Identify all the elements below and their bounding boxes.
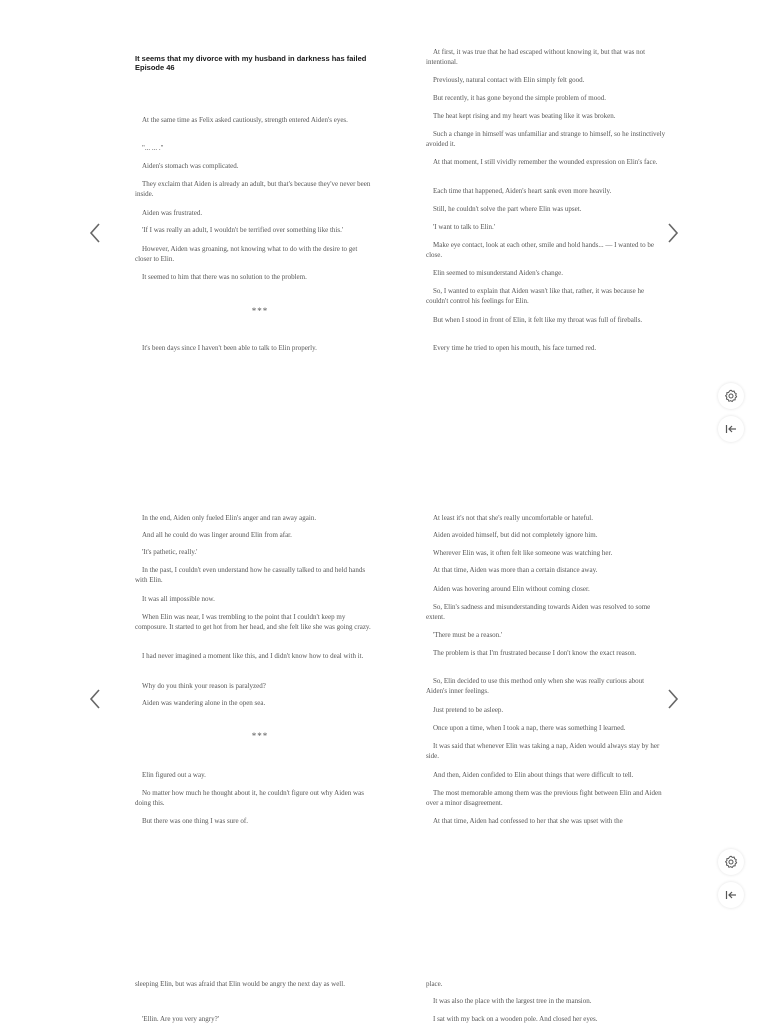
paragraph: place. (426, 980, 443, 988)
paragraph: Aiden was hovering around Elin without coming closer. (433, 585, 590, 593)
collapse-button[interactable] (718, 416, 744, 442)
paragraph: 'It's pathetic, really.' (142, 548, 198, 556)
settings-button[interactable] (718, 849, 744, 875)
page-right (426, 0, 666, 1024)
paragraph: They exclaim that Aiden is already an adult, but that's because they've never been inside. (135, 180, 371, 198)
paragraph: Aiden was wandering alone in the open sea. (142, 699, 266, 707)
paragraph: No matter how much he thought about it, he couldn't figure out why Aiden was doing this. (135, 789, 364, 807)
paragraph: But when I stood in front of Elin, it felt like my throat was full of fireballs. (433, 316, 643, 324)
chevron-left-icon (86, 221, 106, 245)
section-separator: *** (251, 306, 269, 316)
paragraph: It was said that whenever Elin was taking a nap, Aiden would always stay by her side. (426, 742, 660, 760)
paragraph: Just pretend to be asleep. (433, 706, 504, 714)
next-page-button[interactable] (662, 687, 682, 711)
paragraph: Still, he couldn't solve the part where Elin was upset. (433, 205, 582, 213)
paragraph: So, Elin decided to use this method only when she was really curious about Aiden's inner feelings. (426, 677, 645, 695)
chevron-right-icon (662, 687, 682, 711)
next-page-button[interactable] (662, 221, 682, 245)
paragraph: Aiden avoided himself, but did not completely ignore him. (433, 531, 598, 539)
paragraph: 'There must be a reason.' (433, 631, 503, 639)
paragraph: The problem is that I'm frustrated because I don't know the exact reason. (433, 649, 637, 657)
paragraph: When Elin was near, I was trembling to the point that I couldn't keep my composure. It started to get hot from her head, and she felt like she was going crazy. (135, 613, 371, 631)
gear-icon (724, 855, 738, 869)
paragraph: Elin seemed to misunderstand Aiden's change. (433, 269, 563, 277)
paragraph: sleeping Elin, but was afraid that Elin would be angry the next day as well. (135, 980, 345, 988)
paragraph: It was all impossible now. (142, 595, 215, 603)
chapter-title-text: It seems that my divorce with my husband in darkness has failed (135, 54, 367, 63)
chevron-right-icon (662, 221, 682, 245)
paragraph: 'I want to talk to Elin.' (433, 223, 496, 231)
paragraph: However, Aiden was groaning, not knowing what to do with the desire to get closer to Elin. (135, 245, 358, 263)
paragraph: Why do you think your reason is paralyzed? (142, 682, 266, 690)
paragraph: At that moment, I still vividly remember the wounded expression on Elin's face. (433, 158, 658, 166)
section-separator: *** (251, 731, 269, 741)
paragraph: Aiden's stomach was complicated. (142, 162, 239, 170)
paragraph: Every time he tried to open his mouth, his face turned red. (433, 344, 597, 352)
paragraph: 'If I was really an adult, I wouldn't be terrified over something like this.' (142, 226, 344, 234)
paragraph: At first, it was true that he had escaped without knowing it, but that was not intentional. (426, 48, 646, 66)
paragraph: I sat with my back on a wooden pole. And closed her eyes. (433, 1015, 598, 1023)
paragraph: But recently, it has gone beyond the simple problem of mood. (433, 94, 606, 102)
paragraph: Make eye contact, look at each other, smile and hold hands... — I wanted to be close. (426, 241, 654, 259)
paragraph: Wherever Elin was, it often felt like someone was watching her. (433, 549, 613, 557)
paragraph: At least it's not that she's really uncomfortable or hateful. (433, 514, 593, 522)
prev-page-button[interactable] (86, 221, 106, 245)
paragraph: The most memorable among them was the previous fight between Elin and Aiden over a minor disagreement. (426, 789, 662, 807)
paragraph: So, I wanted to explain that Aiden wasn't like that, rather, it was because he couldn't control his feelings for Elin. (426, 287, 645, 305)
paragraph: Each time that happened, Aiden's heart sank even more heavily. (433, 187, 612, 195)
paragraph: "... ... ." (142, 144, 164, 152)
paragraph: Once upon a time, when I took a nap, there was something I learned. (433, 724, 626, 732)
collapse-button[interactable] (718, 882, 744, 908)
paragraph: I had never imagined a moment like this, and I didn't know how to deal with it. (142, 652, 364, 660)
paragraph: And all he could do was linger around Elin from afar. (142, 531, 292, 539)
paragraph: Aiden was frustrated. (142, 209, 203, 217)
paragraph: At that time, Aiden had confessed to her that she was upset with the (433, 817, 623, 825)
paragraph: So, Elin's sadness and misunderstanding towards Aiden was resolved to some extent. (426, 603, 651, 621)
page-left (135, 0, 375, 1024)
prev-page-button[interactable] (86, 687, 106, 711)
paragraph: In the past, I couldn't even understand how he casually talked to and held hands with Elin. (135, 566, 366, 584)
episode-label: Episode 46 (135, 63, 175, 72)
paragraph: Previously, natural contact with Elin simply felt good. (433, 76, 585, 84)
paragraph: And then, Aiden confided to Elin about things that were difficult to tell. (433, 771, 634, 779)
gear-icon (724, 389, 738, 403)
chevron-left-icon (86, 687, 106, 711)
paragraph: Such a change in himself was unfamiliar and strange to himself, so he instinctively avoided it. (426, 130, 666, 148)
paragraph: In the end, Aiden only fueled Elin's anger and ran away again. (142, 514, 317, 522)
paragraph: The heat kept rising and my heart was beating like it was broken. (433, 112, 616, 120)
paragraph: It was also the place with the largest tree in the mansion. (433, 997, 592, 1005)
paragraph: It's been days since I haven't been able to talk to Elin properly. (142, 344, 317, 352)
paragraph: 'Ellin. Are you very angry?' (142, 1015, 219, 1023)
settings-button[interactable] (718, 383, 744, 409)
paragraph: At the same time as Felix asked cautiously, strength entered Aiden's eyes. (142, 116, 348, 124)
paragraph: At that time, Aiden was more than a certain distance away. (433, 566, 598, 574)
paragraph: Elin figured out a way. (142, 771, 206, 779)
paragraph: But there was one thing I was sure of. (142, 817, 248, 825)
paragraph: It seemed to him that there was no solution to the problem. (142, 273, 307, 281)
collapse-left-icon (724, 422, 738, 436)
collapse-left-icon (724, 888, 738, 902)
